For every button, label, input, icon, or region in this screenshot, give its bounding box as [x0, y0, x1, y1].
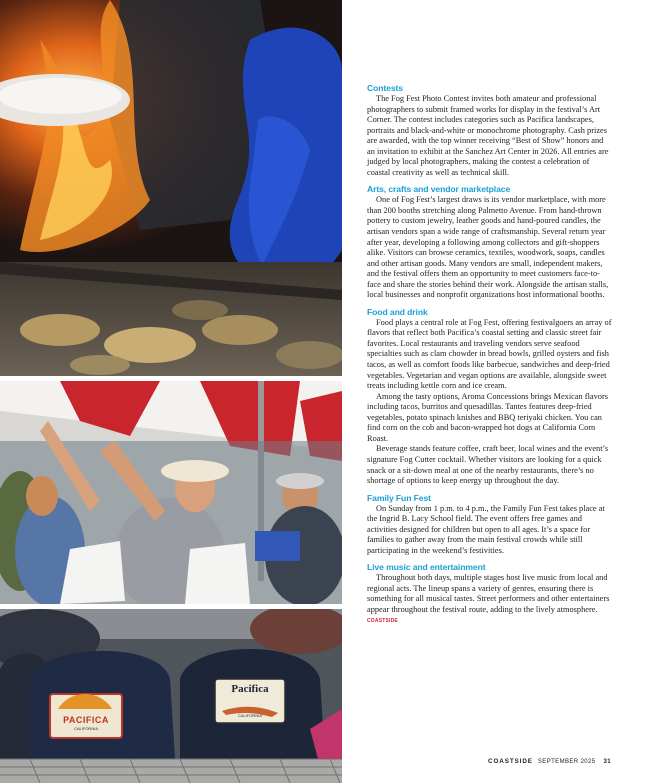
hat-right-patch-subtext: CALIFORNIA [237, 713, 262, 718]
paragraph: Beverage stands feature coffee, craft beer, local wines and the event’s signature Fog Cutter cocktail. Whether visitors are looking for a quick snack or a sit-down meal at one of the nearby restaurants, there’s no shortage of options to keep energy up throughout the day. [367, 444, 609, 486]
paragraph [367, 573, 613, 626]
paragraph-text: Throughout both days, multiple stages host live music from local and regional acts. The lineup spans a variety of genres, ensuring there is something for all musical tastes. Street performers and other entertainers appear throughout the festival route, adding to the lively atmosphere. [367, 573, 610, 614]
section-food-drink [367, 307, 613, 487]
section-contests [367, 83, 613, 178]
section-heading: Arts, crafts and vendor marketplace [367, 184, 511, 195]
section-family-fun-fest [367, 493, 613, 557]
paragraph: Food plays a central role at Fog Fest, offering festivalgoers an array of flavors that reflect both Pacifica’s coastal setting and classic street fair favorites. Local restaurants and traveling vendors serve seafood specialties such as clam chowder in bread bowls, grilled oysters and fish tacos, as well as comfort foods like barbecue, sandwiches and deep-fried vegetables. Vegetarian and vegan options are available, alongside sweet treats including kettle corn and ice cream. [367, 317, 612, 391]
article-text-column [367, 83, 613, 632]
section-heading: Contests [367, 83, 403, 93]
hat-right-patch-text: Pacifica [231, 683, 269, 695]
magazine-name: COASTSIDE [488, 758, 533, 765]
page-number: 31 [603, 759, 611, 765]
hat-left-patch-text: PACIFICA [63, 715, 109, 725]
paragraph: On Sunday from 1 p.m. to 4 p.m., the Family Fun Fest takes place at the Ingrid B. Lacy School field. The event offers free games and activities designed for children but open to all ages. It’s a space for families to gather away from the main festival crowds while still participating in the weekend’s festivities. [367, 503, 605, 555]
section-heading: Live music and entertainment [367, 562, 486, 573]
pacifica-trucker-hats-photo [0, 609, 342, 783]
paragraph: The Fog Fest Photo Contest invites both amateur and professional photographers to submit framed works for display in the festival’s Art Corner. The contest includes categories such as Pacifica landscapes, portraits and black-and-white or monochrome photography. Cash prizes are awarded, with the top winner receiving “Best of Show” honors and an invitation to exhibit at the Sanchez Art Center in 2026. All entries are judged by local photographers, making the contest a celebration of coastal creativity as well as technical skill. [367, 94, 609, 177]
section-arts-crafts [367, 184, 613, 300]
section-heading: Family Fun Fest [367, 492, 431, 503]
section-live-music [367, 562, 613, 626]
page-footer [488, 758, 611, 765]
festival-crowd-dancing-photo [0, 381, 342, 604]
oysters-grilling-photo [0, 0, 342, 376]
paragraph: Among the tasty options, Aroma Concessions brings Mexican flavors including tacos, burritos and quesadillas. Tantes features deep-fried vegetables, potato spinach knishes and BBQ teriyaki chicken. You can find corn on the cob and bacon-wrapped hot dogs at California Corn Roast. [367, 391, 608, 443]
paragraph: One of Fog Fest’s largest draws is its vendor marketplace, with more than 200 booths stretching along Palmetto Avenue. From hand-thrown pottery to custom jewelry, leather goods and hand-poured candles, the artisan vendors span a wide range of craftsmanship. Several return year after year, developing a following among collectors and gift-shoppers alike. Visitors can browse ceramics, textiles, woodwork, soaps, candles and other artisan goods. Many vendors are small, independent makers, and the festival offers them an opportunity to meet customers face-to-face and share the stories behind their work. Alongside the artisan stalls, local businesses and nonprofit organizations host informational booths. [367, 195, 609, 300]
end-mark: COASTSIDE [367, 617, 398, 624]
section-heading: Food and drink [367, 306, 428, 317]
issue-date: SEPTEMBER 2025 [537, 759, 596, 765]
hat-left-patch-subtext: CALIFORNIA [73, 726, 98, 731]
